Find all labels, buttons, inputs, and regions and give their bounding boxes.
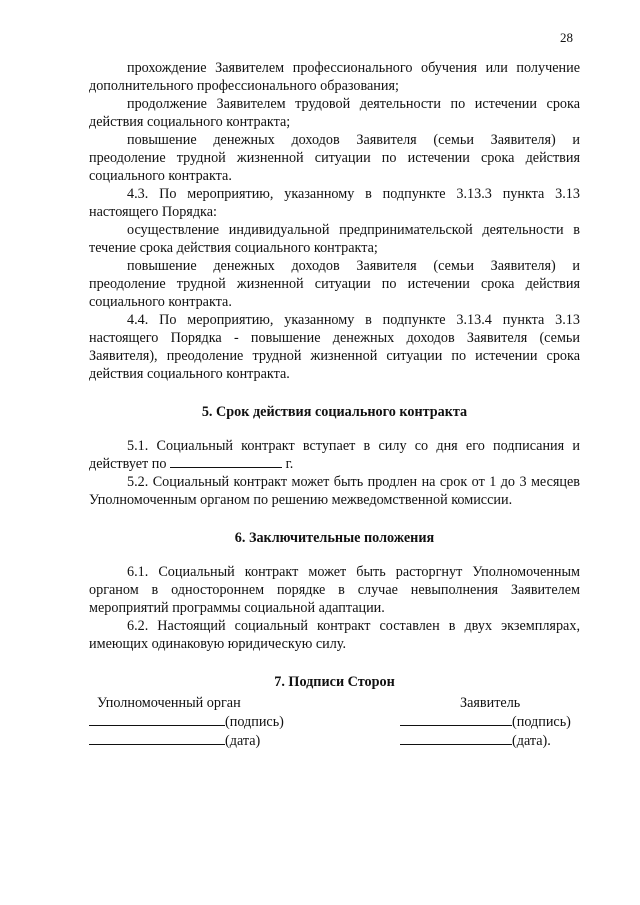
paragraph-work-continuation: продолжение Заявителем трудовой деятельности по истечении срока действия социального контракта; — [89, 96, 580, 130]
section-6-heading: 6. Заключительные положения — [234, 530, 435, 546]
authority-signature-line — [89, 713, 284, 732]
authority-date-blank — [89, 732, 225, 745]
signature-applicant — [400, 694, 571, 751]
paragraph-5-2: 5.2. Социальный контракт может быть продлен на срок от 1 до 3 месяцев Уполномоченным органом по решению межведомственной комиссии. — [89, 474, 580, 508]
paragraph-5-1-text: 5.1. Социальный контракт вступает в силу со дня его подписания и действует по — [89, 438, 580, 472]
authority-signature-label: (подпись) — [225, 714, 284, 730]
applicant-title: Заявитель — [460, 695, 521, 711]
applicant-signature-blank — [400, 713, 512, 726]
paragraph-income-increase-1: повышение денежных доходов Заявителя (семьи Заявителя) и преодоление трудной жизненной ситуации по истечении срока действия социального контракта. — [89, 132, 580, 184]
document-body — [89, 59, 580, 691]
authority-date-line — [89, 732, 284, 751]
authority-title: Уполномоченный орган — [97, 695, 241, 711]
paragraph-5-1 — [89, 437, 580, 473]
authority-signature-blank — [89, 713, 225, 726]
paragraph-4-3: 4.3. По мероприятию, указанному в подпункте 3.13.3 пункта 3.13 настоящего Порядка: — [89, 186, 580, 220]
applicant-date-label: (дата). — [512, 733, 551, 749]
paragraph-training: прохождение Заявителем профессионального обучения или получение дополнительного профессионального образования; — [89, 60, 580, 94]
date-blank — [170, 455, 282, 468]
paragraph-6-1: 6.1. Социальный контракт может быть расторгнут Уполномоченным органом в одностороннем порядке в случае невыполнения Заявителем мероприятий программы социальной адаптации. — [89, 564, 580, 616]
applicant-signature-line — [400, 713, 571, 732]
applicant-signature-label: (подпись) — [512, 714, 571, 730]
paragraph-5-1-suffix: г. — [285, 456, 294, 472]
paragraph-4-4: 4.4. По мероприятию, указанному в подпункте 3.13.4 пункта 3.13 настоящего Порядка - повышение денежных доходов Заявителя (семьи Заявителя), преодоление трудной жизненной ситуации по истечении срока действия социального контракта. — [89, 312, 580, 382]
signature-authority — [89, 694, 284, 751]
paragraph-6-2: 6.2. Настоящий социальный контракт составлен в двух экземплярах, имеющих одинаковую юридическую силу. — [89, 618, 580, 652]
paragraph-entrepreneurship: осуществление индивидуальной предпринимательской деятельности в течение срока действия социального контракта; — [89, 222, 580, 256]
section-7-heading: 7. Подписи Сторон — [274, 674, 395, 690]
paragraph-income-increase-2: повышение денежных доходов Заявителя (семьи Заявителя) и преодоление трудной жизненной ситуации по истечении срока действия социального контракта. — [89, 258, 580, 310]
section-5-heading: 5. Срок действия социального контракта — [201, 404, 468, 420]
page-number: 28 — [560, 30, 573, 45]
applicant-date-blank — [400, 732, 512, 745]
authority-date-label: (дата) — [225, 733, 261, 749]
applicant-date-line — [400, 732, 571, 751]
